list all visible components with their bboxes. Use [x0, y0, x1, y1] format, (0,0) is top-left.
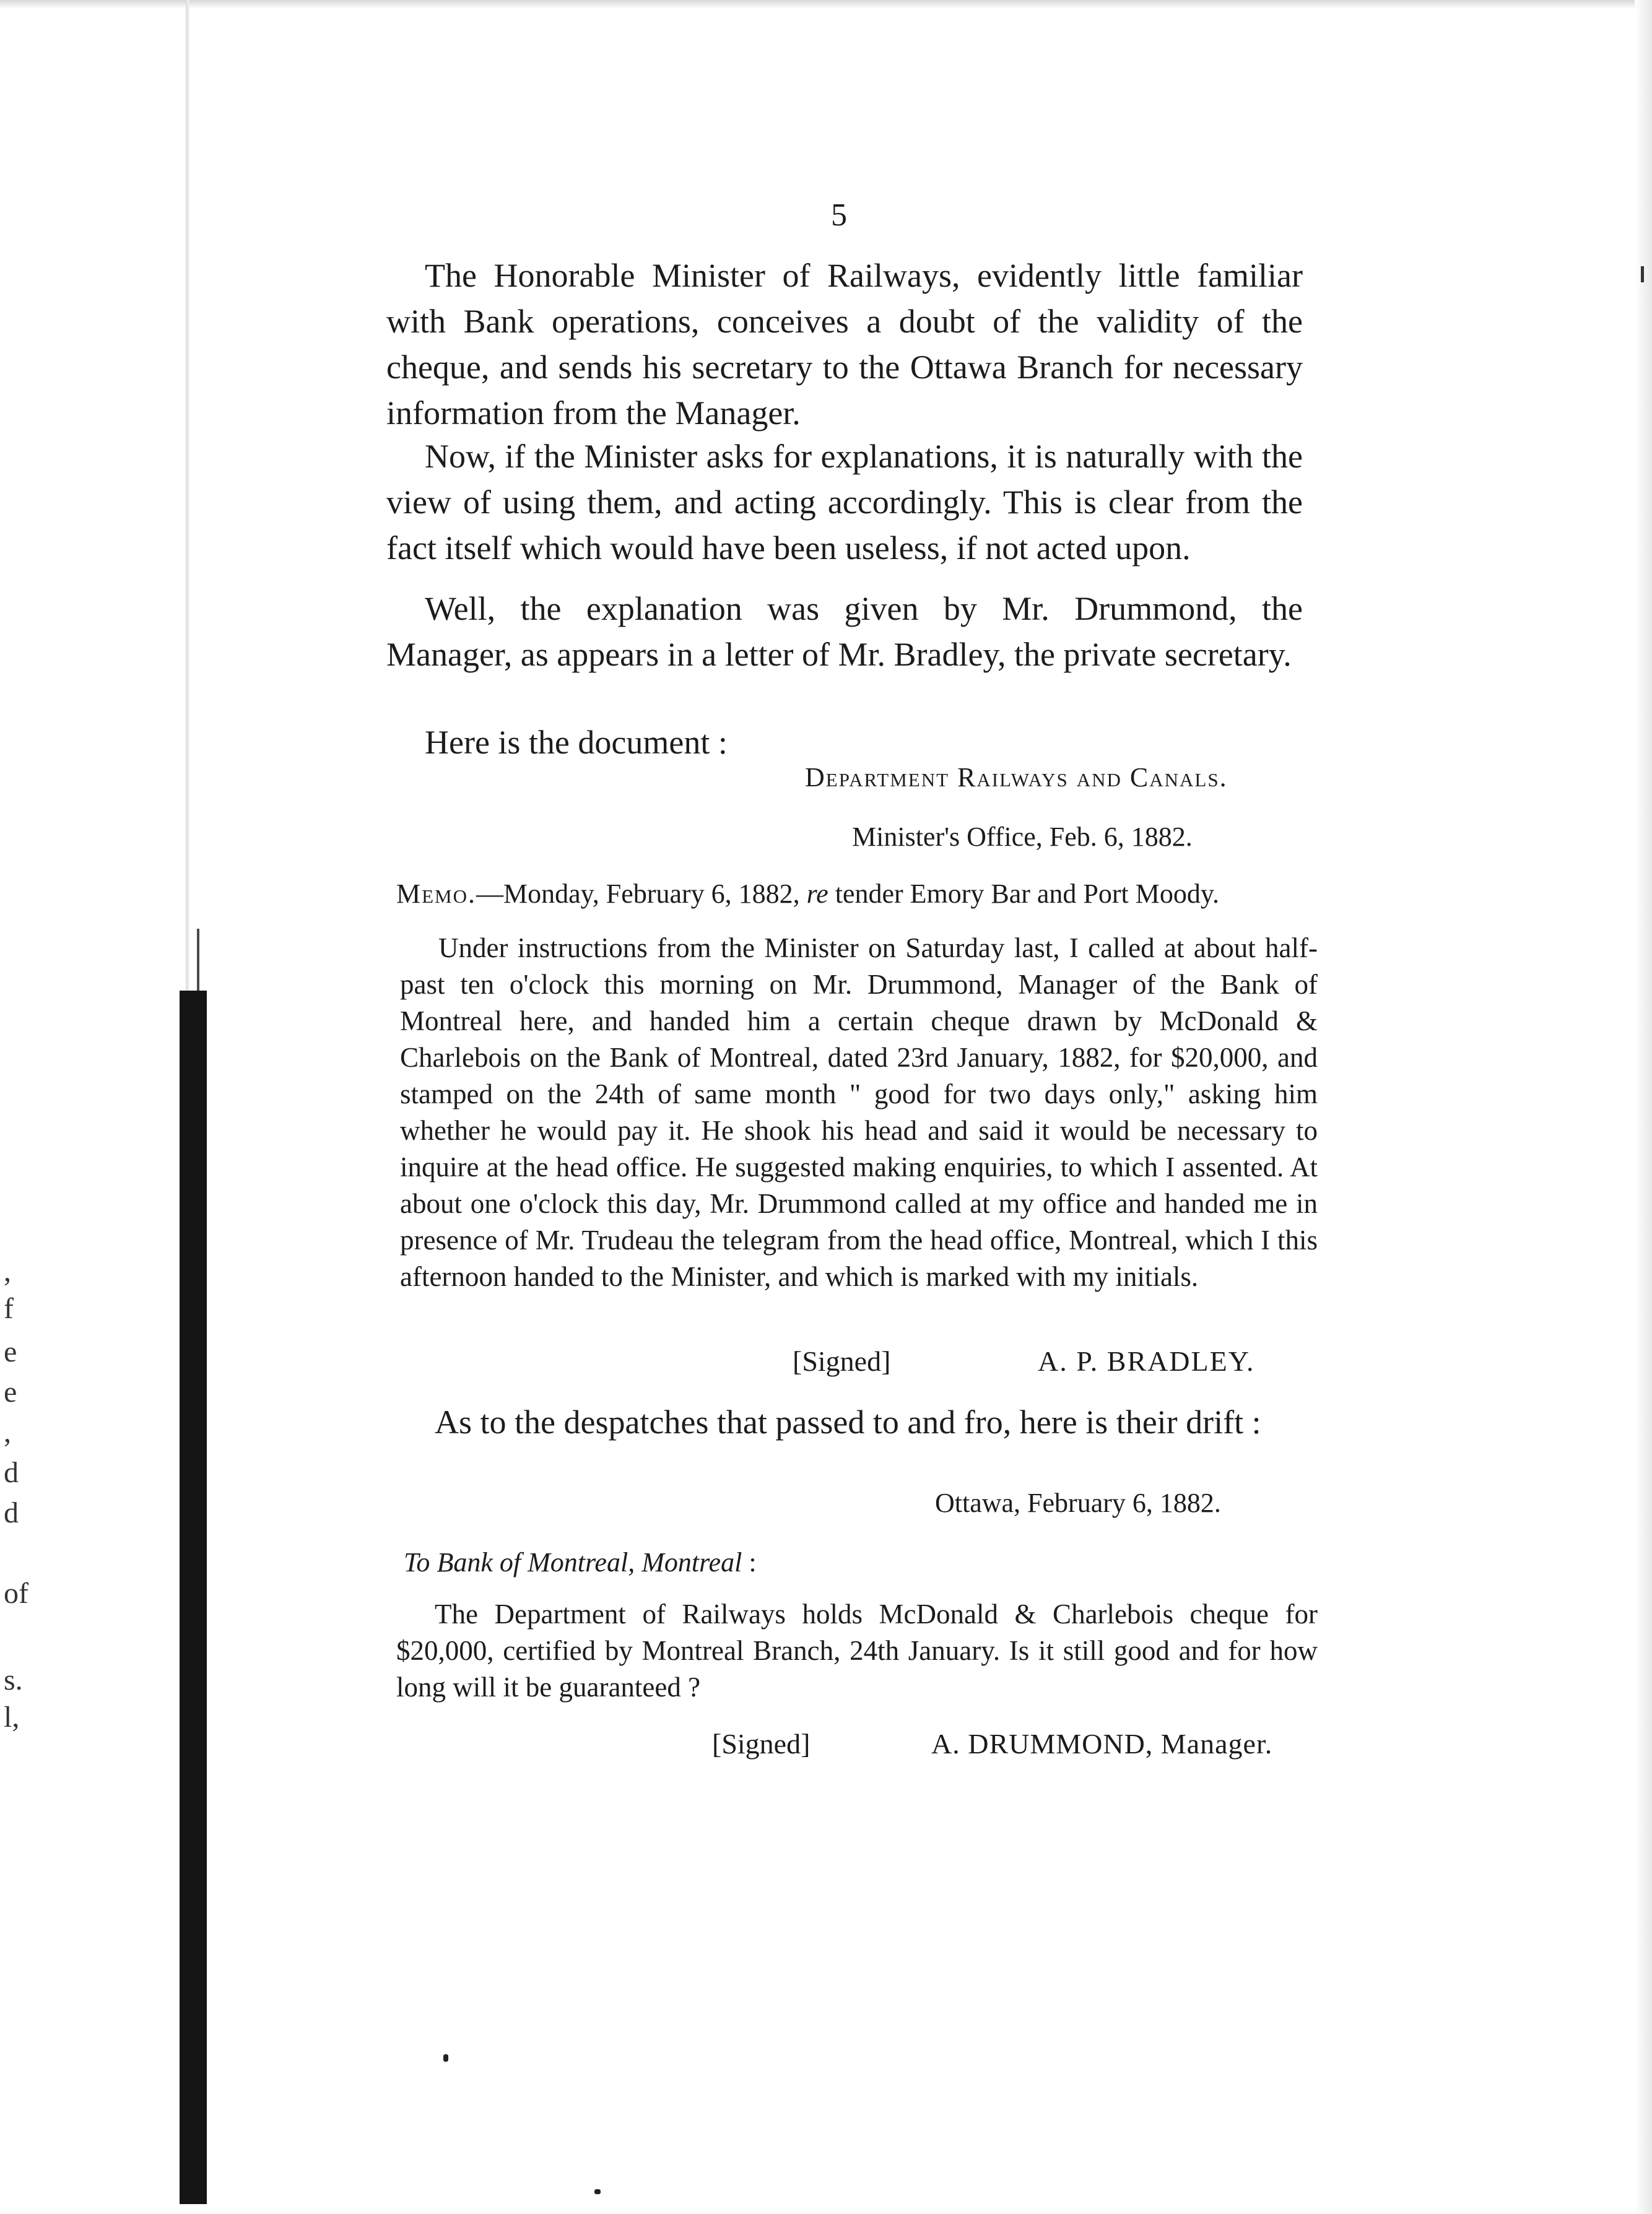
right-edge-mark	[1641, 266, 1644, 282]
memo-department-heading: Department Railways and Canals.	[805, 762, 1228, 792]
telegram-colon: :	[749, 1547, 757, 1578]
telegram-date: Ottawa, February 6, 1882.	[935, 1488, 1221, 1518]
margin-fragment: ,	[4, 1255, 11, 1288]
memo-signer: A. P. BRADLEY.	[1038, 1345, 1255, 1377]
margin-fragment: ,	[4, 1416, 11, 1449]
paragraph-document-intro: Here is the document :	[425, 724, 728, 761]
telegram-addressee	[404, 1547, 757, 1578]
paragraph-despatches-intro: As to the despatches that passed to and fro, here is their drift :	[435, 1404, 1261, 1441]
page-number: 5	[831, 198, 847, 233]
memo-body: Under instructions from the Minister on Saturday last, I called at about half-past ten o'clock this morning on Mr. Drummond, Manager of the Bank of Montreal here, and handed him a certain cheque drawn by McDonald & Charlebois on the Bank of Montreal, dated 23rd January, 1882, for $20,000, and stamped on the 24th of same month " good for two days only," asking him whether he would pay it. He shook his head and said it would be necessary to inquire at the head office. He suggested making enquiries, to which I assented. At about one o'clock this day, Mr. Drummond called at my office and handed me in presence of Mr. Trudeau the telegram from the head office, Montreal, which I this afternoon handed to the Minister, and which is marked with my initials.	[400, 932, 1318, 1292]
telegram-signer: A. DRUMMOND, Manager.	[931, 1728, 1273, 1760]
scan-top-edge	[0, 0, 1652, 9]
margin-fragment: e	[4, 1376, 17, 1409]
margin-fragment: d	[4, 1456, 19, 1489]
memo-signed-label: [Signed]	[793, 1345, 891, 1377]
memo-date: —Monday, February 6, 1882,	[476, 879, 800, 909]
paragraph-minister-doubt: The Honorable Minister of Railways, evidently little familiar with Bank operations, conceives a doubt of the validity of the cheque, and sends his secretary to the Ottawa Branch for necessary information from the Manager.	[386, 257, 1303, 432]
print-speck	[594, 2189, 601, 2194]
paragraph-drummond-explanation: Well, the explanation was given by Mr. Drummond, the Manager, as appears in a letter of Mr. Bradley, the private secretary.	[386, 590, 1303, 673]
margin-fragment: of	[4, 1577, 28, 1610]
memo-office-date: Minister's Office, Feb. 6, 1882.	[852, 822, 1193, 852]
print-speck	[443, 2054, 448, 2062]
telegram-signed-label: [Signed]	[712, 1728, 811, 1760]
telegram-body: The Department of Railways holds McDonald & Charlebois cheque for $20,000, certified by Montreal Branch, 24th January. Is it still good and for how long will it be guaranteed ?	[396, 1599, 1318, 1703]
right-page-edge	[1635, 0, 1652, 2214]
telegram-bank: Bank of Montreal, Montreal	[437, 1547, 742, 1578]
memo-subject: tender Emory Bar and Port Moody.	[835, 879, 1220, 909]
binding-shadow	[186, 0, 189, 991]
margin-fragment: l,	[4, 1701, 20, 1734]
margin-fragment: s.	[4, 1664, 23, 1696]
margin-fragment: f	[4, 1292, 14, 1325]
memo-line	[396, 878, 1319, 909]
binding-edge	[180, 991, 207, 2204]
paragraph-explanations: Now, if the Minister asks for explanations, it is naturally with the view of using them, and acting accordingly. This is clear from the fact itself which would have been useless, if not acted upon.	[386, 438, 1303, 567]
telegram-to: To	[404, 1547, 430, 1578]
memo-label: Memo.	[396, 879, 477, 909]
memo-re: re	[806, 879, 828, 909]
margin-fragment: d	[4, 1496, 19, 1529]
margin-fragment: e	[4, 1335, 17, 1368]
